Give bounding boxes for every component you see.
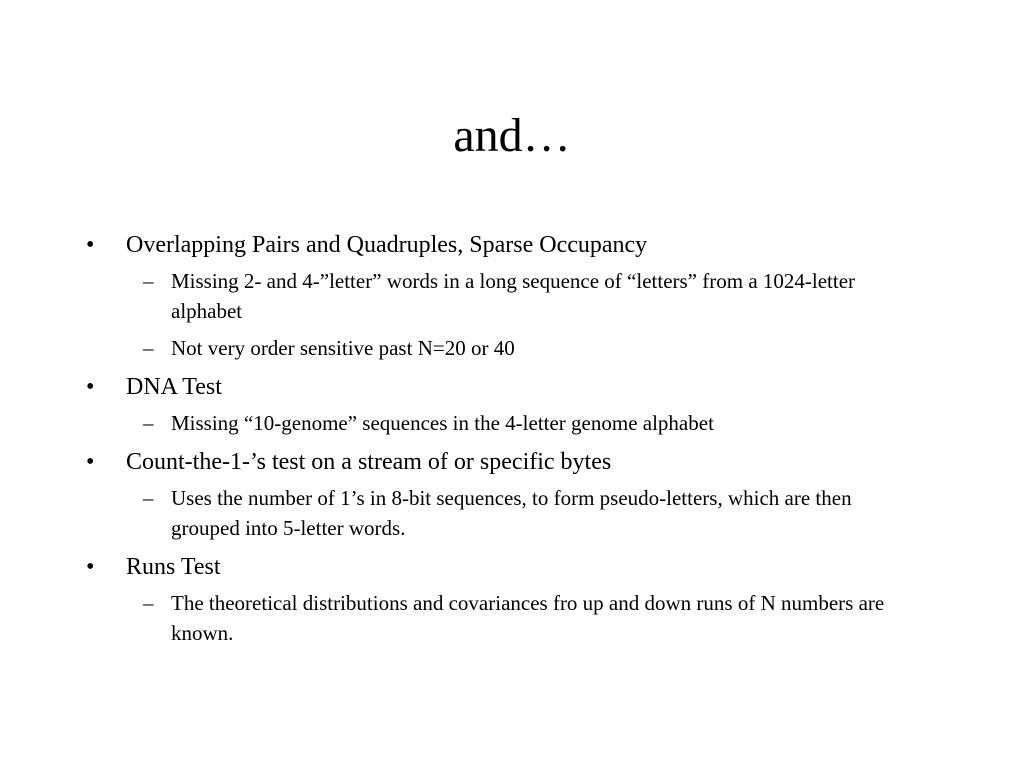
- bullet-item: [0, 228, 916, 262]
- sub-item: [0, 333, 921, 363]
- sub-marker: –: [143, 411, 154, 435]
- slide-title: and…: [453, 109, 571, 162]
- sub-marker: –: [143, 336, 154, 360]
- sub-text: Uses the number of 1’s in 8-bit sequences, to form pseudo-letters, which are then grouped into 5-letter words.: [171, 486, 852, 540]
- bullet-item: [0, 550, 916, 584]
- bullet-text: Count-the-1-’s test on a stream of or specific bytes: [126, 449, 612, 475]
- bullet-marker: •: [86, 554, 95, 580]
- sub-marker: –: [143, 269, 154, 293]
- bullet-text: Overlapping Pairs and Quadruples, Sparse Occupancy: [126, 232, 648, 258]
- sub-marker: –: [143, 486, 154, 510]
- sub-text: The theoretical distributions and covariances fro up and down runs of N numbers are known.: [171, 591, 885, 645]
- bullet-item: [0, 445, 916, 479]
- sub-marker: –: [143, 591, 154, 615]
- sub-item: [0, 588, 921, 648]
- sub-item: [0, 408, 921, 438]
- bullet-text: Runs Test: [126, 554, 221, 580]
- sub-text: Missing “10-genome” sequences in the 4-letter genome alphabet: [171, 411, 714, 435]
- bullet-marker: •: [86, 374, 95, 400]
- bullet-text: DNA Test: [126, 374, 222, 400]
- sub-item: [0, 483, 921, 543]
- bullet-item: [0, 370, 916, 404]
- bullet-marker: •: [86, 232, 95, 258]
- slide-content: [0, 228, 1024, 655]
- sub-item: [0, 266, 921, 326]
- bullet-marker: •: [86, 449, 95, 475]
- sub-text: Missing 2- and 4-”letter” words in a long sequence of “letters” from a 1024-letter alphabet: [171, 269, 856, 323]
- sub-text: Not very order sensitive past N=20 or 40: [171, 336, 515, 360]
